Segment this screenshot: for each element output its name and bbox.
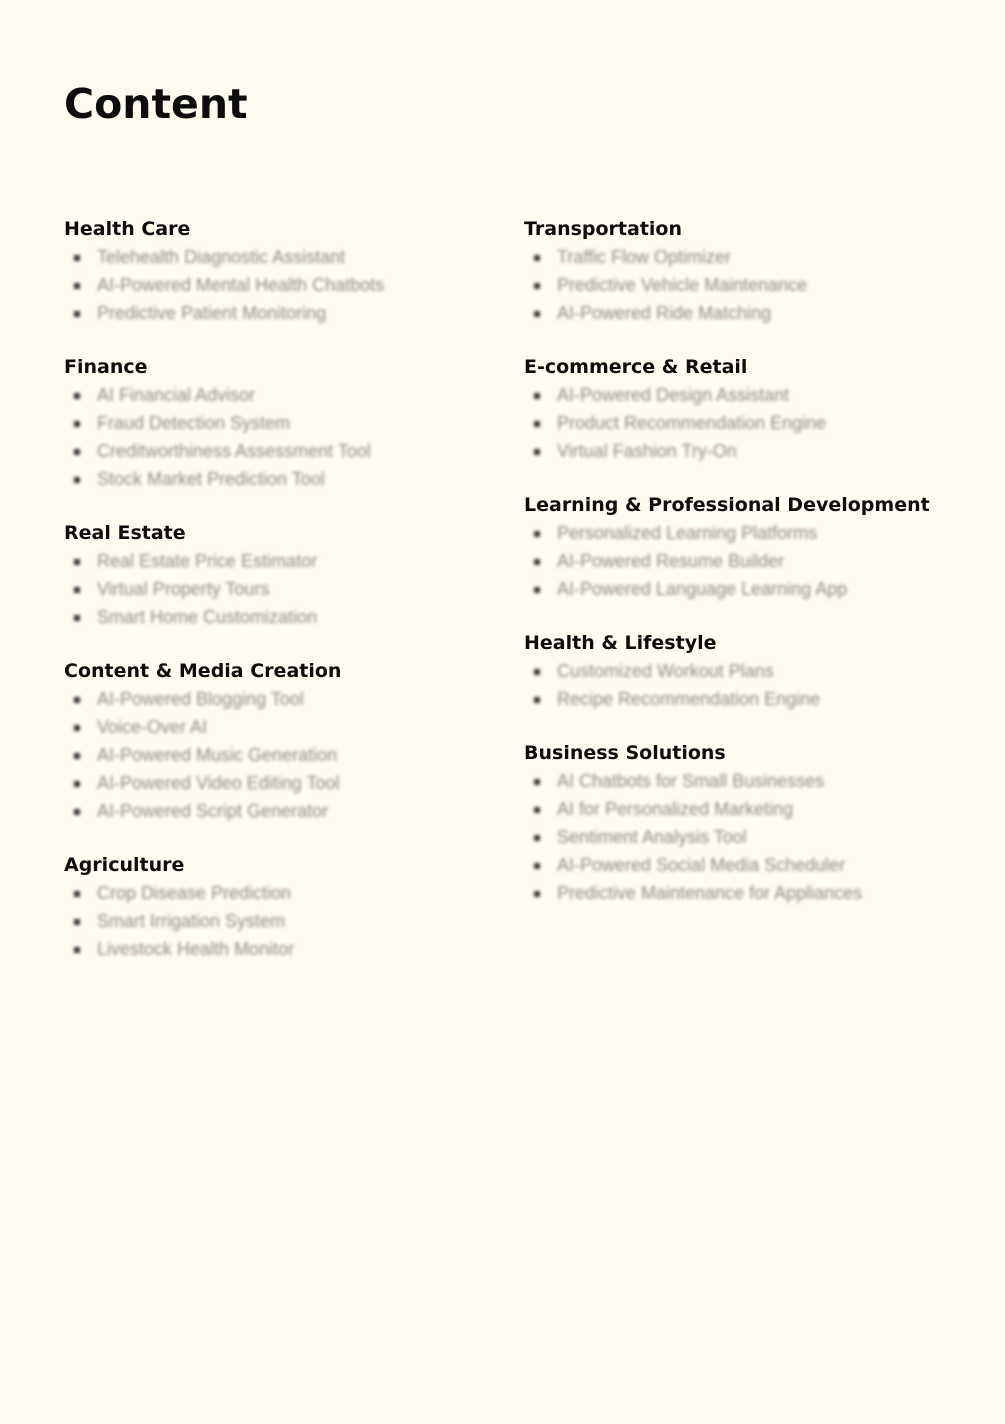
list-item-text: Real Estate Price Estimator (97, 551, 318, 571)
list-item (524, 795, 964, 823)
list-item-text: Telehealth Diagnostic Assistant (97, 247, 346, 267)
list-item (64, 685, 484, 713)
list-item (64, 879, 484, 907)
list-item (64, 547, 484, 575)
list-item-text: Product Recommendation Engine (557, 413, 827, 433)
bullet-icon (74, 919, 80, 925)
bullet-icon (534, 311, 540, 317)
bullet-icon (534, 393, 540, 399)
list-item-text: Customized Workout Plans (557, 661, 774, 681)
section-list (64, 243, 484, 327)
list-item (524, 437, 964, 465)
section-heading: Health & Lifestyle (524, 632, 717, 654)
list-item (64, 575, 484, 603)
section-list (524, 657, 964, 713)
list-item-text: Creditworthiness Assessment Tool (97, 441, 371, 461)
list-item (64, 797, 484, 825)
bullet-icon (74, 753, 80, 759)
list-item (64, 769, 484, 797)
list-item (524, 271, 964, 299)
page-title: Content (64, 80, 248, 128)
section-heading: Real Estate (64, 522, 186, 544)
bullet-icon (74, 393, 80, 399)
bullet-icon (74, 283, 80, 289)
section-heading: Transportation (524, 218, 683, 240)
list-item-text: AI-Powered Music Generation (97, 745, 338, 765)
list-item-text: Smart Irrigation System (97, 911, 286, 931)
bullet-icon (534, 669, 540, 675)
content-section (524, 216, 964, 327)
list-item-text: Predictive Patient Monitoring (97, 303, 327, 323)
bullet-icon (74, 615, 80, 621)
list-item (64, 935, 484, 963)
list-item (524, 575, 964, 603)
list-item (64, 907, 484, 935)
bullet-icon (534, 559, 540, 565)
content-section (524, 492, 964, 603)
list-item-text: Smart Home Customization (97, 607, 318, 627)
list-item-text: Sentiment Analysis Tool (557, 827, 747, 847)
list-item-text: AI-Powered Ride Matching (557, 303, 772, 323)
bullet-icon (534, 779, 540, 785)
bullet-icon (74, 587, 80, 593)
section-list (64, 547, 484, 631)
list-item (64, 409, 484, 437)
list-item-text: Traffic Flow Optimizer (557, 247, 732, 267)
list-item-text: AI for Personalized Marketing (557, 799, 794, 819)
list-item-text: Crop Disease Prediction (97, 883, 292, 903)
section-list (64, 381, 484, 493)
bullet-icon (534, 255, 540, 261)
list-item-text: AI-Powered Design Assistant (557, 385, 790, 405)
bullet-icon (74, 477, 80, 483)
list-item (524, 381, 964, 409)
section-list (524, 243, 964, 327)
list-item (64, 243, 484, 271)
list-item-text: Stock Market Prediction Tool (97, 469, 325, 489)
content-section (64, 216, 484, 327)
list-item (524, 519, 964, 547)
list-item-text: AI-Powered Video Editing Tool (97, 773, 340, 793)
list-item (64, 299, 484, 327)
section-heading: Business Solutions (524, 742, 726, 764)
list-item-text: Livestock Health Monitor (97, 939, 295, 959)
list-item-text: Virtual Property Tours (97, 579, 270, 599)
list-item (64, 713, 484, 741)
list-item (524, 879, 964, 907)
list-item (524, 409, 964, 437)
left-column (64, 216, 484, 990)
section-list (524, 381, 964, 465)
bullet-icon (74, 725, 80, 731)
content-section (524, 354, 964, 465)
list-item-text: AI-Powered Language Learning App (557, 579, 848, 599)
section-heading: Agriculture (64, 854, 185, 876)
list-item-text: Predictive Maintenance for Appliances (557, 883, 863, 903)
list-item (524, 767, 964, 795)
bullet-icon (74, 697, 80, 703)
bullet-icon (534, 835, 540, 841)
bullet-icon (534, 449, 540, 455)
section-list (524, 519, 964, 603)
section-heading: E-commerce & Retail (524, 356, 748, 378)
content-section (64, 852, 484, 963)
bullet-icon (534, 587, 540, 593)
list-item-text: Fraud Detection System (97, 413, 291, 433)
list-item (524, 299, 964, 327)
bullet-icon (534, 421, 540, 427)
list-item-text: Recipe Recommendation Engine (557, 689, 821, 709)
right-column (524, 216, 964, 934)
bullet-icon (74, 809, 80, 815)
bullet-icon (74, 891, 80, 897)
list-item (524, 243, 964, 271)
content-section (524, 630, 964, 713)
bullet-icon (534, 531, 540, 537)
bullet-icon (534, 891, 540, 897)
list-item (524, 657, 964, 685)
content-section (64, 658, 484, 825)
bullet-icon (534, 283, 540, 289)
section-heading: Learning & Professional Development (524, 494, 930, 516)
list-item (64, 465, 484, 493)
section-list (64, 879, 484, 963)
list-item (524, 851, 964, 879)
list-item-text: AI-Powered Mental Health Chatbots (97, 275, 385, 295)
list-item (64, 437, 484, 465)
bullet-icon (74, 421, 80, 427)
list-item-text: AI-Powered Social Media Scheduler (557, 855, 846, 875)
section-list (524, 767, 964, 907)
bullet-icon (74, 311, 80, 317)
content-section (524, 740, 964, 907)
bullet-icon (534, 863, 540, 869)
list-item (524, 547, 964, 575)
list-item-text: Predictive Vehicle Maintenance (557, 275, 808, 295)
list-item (524, 823, 964, 851)
list-item (64, 381, 484, 409)
list-item (64, 603, 484, 631)
content-section (64, 520, 484, 631)
bullet-icon (74, 947, 80, 953)
section-list (64, 685, 484, 825)
section-heading: Health Care (64, 218, 191, 240)
list-item-text: AI-Powered Script Generator (97, 801, 329, 821)
bullet-icon (74, 559, 80, 565)
bullet-icon (74, 449, 80, 455)
list-item-text: AI-Powered Blogging Tool (97, 689, 304, 709)
list-item (64, 271, 484, 299)
bullet-icon (534, 697, 540, 703)
content-section (64, 354, 484, 493)
list-item-text: Voice-Over AI (97, 717, 208, 737)
list-item (64, 741, 484, 769)
section-heading: Finance (64, 356, 148, 378)
bullet-icon (74, 781, 80, 787)
list-item-text: AI Chatbots for Small Businesses (557, 771, 825, 791)
bullet-icon (534, 807, 540, 813)
list-item (524, 685, 964, 713)
list-item-text: Virtual Fashion Try-On (557, 441, 737, 461)
bullet-icon (74, 255, 80, 261)
list-item-text: AI Financial Advisor (97, 385, 256, 405)
section-heading: Content & Media Creation (64, 660, 342, 682)
list-item-text: AI-Powered Resume Builder (557, 551, 785, 571)
list-item-text: Personalized Learning Platforms (557, 523, 818, 543)
